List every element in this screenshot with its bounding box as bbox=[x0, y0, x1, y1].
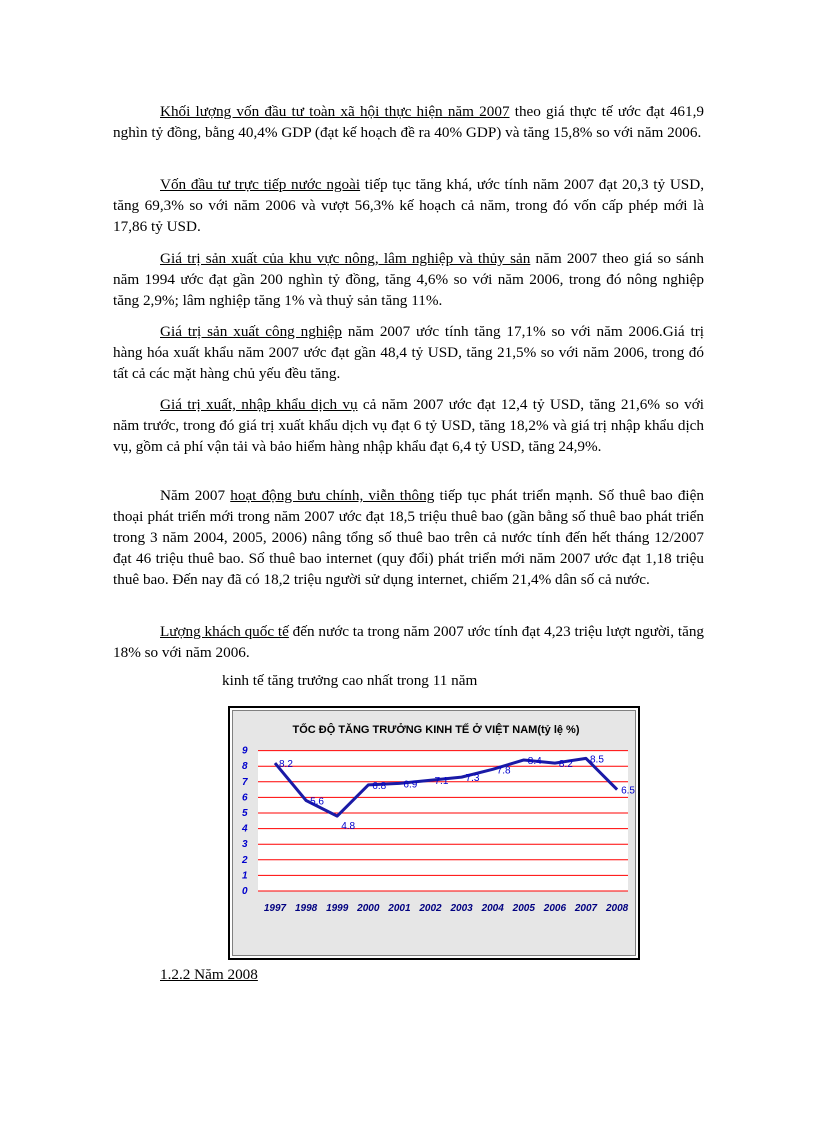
x-axis-ticks bbox=[264, 903, 629, 914]
x-tick-label: 2000 bbox=[357, 903, 380, 914]
data-label: 5.6 bbox=[310, 796, 325, 808]
plot-area bbox=[258, 750, 628, 891]
paragraph-text: tiếp tục tăng khá, ước tính năm 2007 đạt 20,3 tỷ USD, tăng 69,3% so với năm 2006 và vượt 56,3% kế hoạch cả năm, trong đó vốn cấp phép mới là 17,86 tỷ USD. bbox=[113, 176, 704, 235]
paragraph-services-trade bbox=[113, 394, 704, 457]
x-tick-label: 2001 bbox=[388, 903, 411, 914]
paragraph-text: theo giá thực tế ước đạt 461,9 nghìn tỷ đồng, bằng 40,4% GDP (đạt kế hoạch đề ra 40% GDP) và tăng 15,8% so với năm 2006. bbox=[113, 103, 704, 141]
chart-title: TỐC ĐỘ TĂNG TRƯỞNG KINH TẾ Ở VIỆT NAM(tỷ lệ %) bbox=[292, 724, 580, 736]
paragraph-lead: hoạt động bưu chính, viễn thông bbox=[230, 487, 435, 504]
y-tick-label: 2 bbox=[242, 854, 248, 866]
x-tick-label: 2002 bbox=[419, 903, 442, 914]
y-tick-label: 5 bbox=[242, 808, 248, 819]
growth-chart bbox=[228, 706, 640, 960]
paragraph-lead: Vốn đầu tư trực tiếp nước ngoài bbox=[160, 176, 361, 193]
y-tick-label: 9 bbox=[242, 745, 248, 757]
data-label: 8.2 bbox=[279, 759, 293, 771]
x-tick-label: 2003 bbox=[450, 903, 473, 914]
y-tick-label: 4 bbox=[242, 823, 248, 835]
paragraph-tourism bbox=[113, 621, 704, 663]
data-label: 7.8 bbox=[496, 765, 511, 777]
x-tick-label: 1997 bbox=[263, 903, 287, 914]
paragraph-text: cả năm 2007 ước đạt 12,4 tỷ USD, tăng 21,6% so với năm trước, trong đó giá trị xuất khẩu dịch vụ đạt 6 tỷ USD, tăng 18,2% và giá trị nhập khẩu dịch vụ, gồm cả phí vận tải và bảo hiểm hàng nhập khẩu đạt 6,4 tỷ USD, tăng 24,9%. bbox=[113, 396, 704, 455]
x-tick-label: 2008 bbox=[605, 903, 629, 914]
paragraph-investment bbox=[113, 101, 704, 143]
y-tick-label: 6 bbox=[242, 792, 248, 804]
y-tick-label: 7 bbox=[242, 776, 248, 788]
data-label: 6.9 bbox=[403, 779, 418, 791]
y-tick-label: 1 bbox=[242, 870, 248, 882]
paragraph-text: đến nước ta trong năm 2007 ước tính đạt 4,23 triệu lượt người, tăng 18% so với năm 2006. bbox=[113, 623, 705, 661]
paragraph-pre: Năm 2007 bbox=[160, 487, 231, 504]
paragraph-text: năm 2007 theo giá so sánh năm 1994 ước đạt gần 200 nghìn tỷ đồng, tăng 4,6% so với năm 2006, trong đó nông nghiệp tăng 2,9%; lâm nghiệp tăng 1% và thuỷ sản tăng 11%. bbox=[113, 250, 704, 309]
section-heading: 1.2.2 Năm 2008 bbox=[160, 966, 258, 983]
data-label: 7.3 bbox=[465, 773, 480, 785]
x-tick-label: 1998 bbox=[294, 903, 318, 914]
paragraph-fdi bbox=[113, 174, 704, 237]
data-label: 8.2 bbox=[558, 759, 573, 771]
x-tick-label: 2006 bbox=[543, 903, 567, 914]
data-label: 6.8 bbox=[372, 780, 387, 792]
paragraph-lead: Giá trị xuất, nhập khẩu dịch vụ bbox=[160, 396, 358, 413]
y-axis-ticks bbox=[241, 746, 248, 897]
data-label: 6.5 bbox=[621, 785, 636, 797]
y-tick-label: 3 bbox=[242, 839, 248, 851]
paragraph-lead: Lượng khách quốc tế bbox=[160, 623, 289, 640]
paragraph-lead: Giá trị sản xuất công nghiệp bbox=[160, 323, 342, 340]
paragraph-lead: Khối lượng vốn đầu tư toàn xã hội thực hiện năm 2007 bbox=[160, 103, 510, 120]
x-tick-label: 2007 bbox=[574, 903, 598, 914]
paragraph-lead: Giá trị sản xuất của khu vực nông, lâm nghiệp và thủy sản bbox=[160, 250, 531, 267]
x-tick-label: 2005 bbox=[512, 903, 535, 914]
chart-svg bbox=[230, 708, 638, 958]
paragraph-telecom bbox=[113, 485, 704, 590]
data-label: 8.5 bbox=[590, 754, 604, 766]
data-label: 7.1 bbox=[434, 776, 449, 788]
y-tick-label: 0 bbox=[242, 886, 248, 897]
paragraph-industry bbox=[113, 321, 704, 384]
paragraph-text: năm 2007 ước tính tăng 17,1% so với năm 2006.Giá trị hàng hóa xuất khẩu năm 2007 ước đạt gần 48,4 tỷ USD, tăng 21,5% so với năm 2006, trong đó tất cả các mặt hàng chủ yếu đều tăng. bbox=[113, 323, 705, 382]
paragraph-agriculture bbox=[113, 248, 704, 311]
y-tick-label: 8 bbox=[242, 761, 248, 773]
x-tick-label: 1999 bbox=[326, 903, 349, 914]
x-tick-label: 2004 bbox=[481, 903, 504, 914]
data-label: 4.8 bbox=[341, 821, 356, 833]
chart-caption: kinh tế tăng trưởng cao nhất trong 11 năm bbox=[222, 672, 478, 689]
data-label: 8.4 bbox=[527, 755, 542, 767]
paragraph-text: tiếp tục phát triển mạnh. Số thuê bao điện thoại phát triển mới trong năm 2007 ước đạt 18,5 triệu thuê bao (gần bằng số thuê bao phát triển trong 3 năm 2004, 2005, 2006) nâng tổng số thuê bao trên cả nước tính đến hết tháng 12/2007 đạt 46 triệu thuê bao. Số thuê bao internet (quy đổi) phát triển mới năm 2007 ước đạt 1,18 triệu thuê bao. Đến nay đã có 18,2 triệu người sử dụng internet, chiếm 21,4% dân số cả nước. bbox=[113, 487, 704, 588]
